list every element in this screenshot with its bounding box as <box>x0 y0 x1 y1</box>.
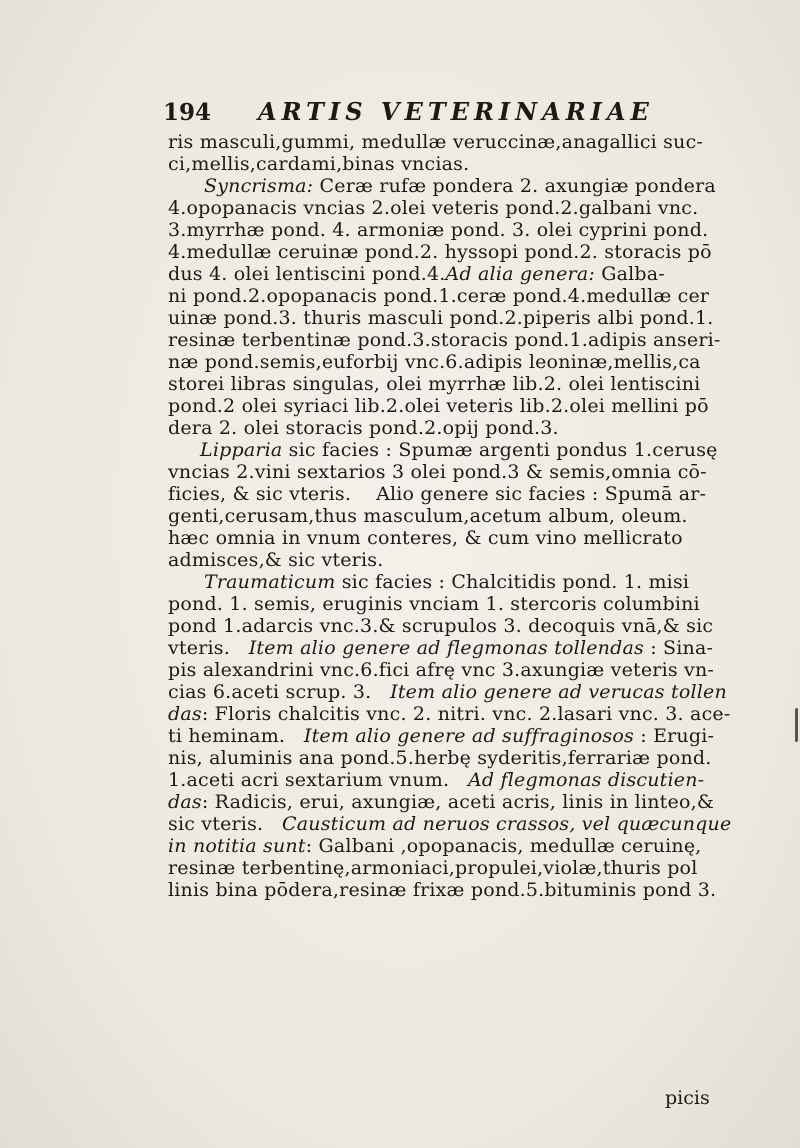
text-line <box>168 791 768 813</box>
line-text: ficies, & sic vteris. Alio genere sic facies : Spumā ar- <box>168 483 707 505</box>
text-line <box>168 329 768 351</box>
text-line <box>168 857 768 879</box>
italic-heading: Item alio genere ad verucas tollen <box>390 681 727 703</box>
line-text: sic facies : Spumæ argenti pondus 1.cerusę <box>282 439 718 461</box>
text-line <box>168 681 768 703</box>
text-line <box>168 725 768 747</box>
text-line <box>168 747 768 769</box>
line-text: pond.2 olei syriaci lib.2.olei veteris lib.2.olei mellini pō <box>168 395 709 417</box>
text-line <box>168 219 768 241</box>
text-line <box>168 769 768 791</box>
line-text: cias 6.aceti scrup. 3. <box>168 681 391 703</box>
text-line <box>168 285 768 307</box>
italic-heading: das <box>168 703 202 725</box>
line-text: 4.medullæ ceruinæ pond.2. hyssopi pond.2. storacis pō <box>168 241 712 263</box>
page-header <box>163 95 663 131</box>
text-line <box>168 373 768 395</box>
italic-heading: in notitia sunt <box>168 835 306 857</box>
line-text: ni pond.2.opopanacis pond.1.ceræ pond.4.medullæ cer <box>168 285 710 307</box>
line-text: nis, aluminis ana pond.5.herbę syderitis,ferrariæ pond. <box>168 747 712 769</box>
running-title: ARTIS VETERINARIAE <box>258 97 654 126</box>
page-edge-mark <box>795 708 798 742</box>
line-text: sic facies : Chalcitidis pond. 1. misi <box>335 571 690 593</box>
line-text: sic vteris. <box>168 813 282 835</box>
italic-heading: Ad flegmonas discutien- <box>467 769 705 791</box>
text-line <box>168 505 768 527</box>
line-text: : Floris chalcitis vnc. 2. nitri. vnc. 2.lasari vnc. 3. ace- <box>201 703 731 725</box>
line-text: uinæ pond.3. thuris masculi pond.2.piperis albi pond.1. <box>168 307 714 329</box>
line-text: vncias 2.vini sextarios 3 olei pond.3 & semis,omnia cō- <box>168 461 707 483</box>
text-line <box>168 549 768 571</box>
line-text: resinæ terbentinæ pond.3.storacis pond.1.adipis anseri- <box>168 329 721 351</box>
line-text: storei libras singulas, olei myrrhæ lib.2. olei lentiscini <box>168 373 701 395</box>
line-text: pond 1.adarcis vnc.3.& scrupulos 3. decoquis vnā,& sic <box>168 615 714 637</box>
italic-heading: das <box>168 791 202 813</box>
text-line <box>168 879 768 901</box>
line-text: 3.myrrhæ pond. 4. armoniæ pond. 3. olei cyprini pond. <box>168 219 709 241</box>
text-line <box>168 241 768 263</box>
text-line <box>168 615 768 637</box>
text-line <box>168 263 768 285</box>
line-text: ci,mellis,cardami,binas vncias. <box>168 153 470 175</box>
line-text: pond. 1. semis, eruginis vnciam 1. stercoris columbini <box>168 593 700 615</box>
line-text: : Erugi- <box>633 725 715 747</box>
line-text: 4.opopanacis vncias 2.olei veteris pond.2.galbani vnc. <box>168 197 699 219</box>
catchword: picis <box>665 1087 710 1109</box>
page-number: 194 <box>163 99 212 126</box>
line-text: linis bina pōdera,resinæ frixæ pond.5.bituminis pond 3. <box>168 879 717 901</box>
line-text: ris masculi,gummi, medullæ veruccinæ,anagallici suc- <box>168 131 704 153</box>
line-text: dera 2. olei storacis pond.2.opij pond.3. <box>168 417 559 439</box>
text-line <box>168 527 768 549</box>
text-line <box>168 461 768 483</box>
line-text: Ceræ rufæ pondera 2. axungiæ pondera <box>313 175 716 197</box>
line-text: : Galbani ,opopanacis, medullæ ceruinę, <box>305 835 702 857</box>
line-text: vteris. <box>168 637 249 659</box>
italic-heading: Lipparia <box>200 439 283 461</box>
text-line <box>168 659 768 681</box>
text-line <box>168 637 768 659</box>
text-line <box>168 351 768 373</box>
text-line <box>168 307 768 329</box>
text-line <box>168 417 768 439</box>
italic-heading: Traumaticum <box>204 571 336 593</box>
italic-heading: Item alio genere ad suffraginosos <box>303 725 634 747</box>
italic-heading: Causticum ad neruos crassos, vel quæcunque <box>282 813 732 835</box>
text-line <box>168 571 768 593</box>
italic-heading: Syncrisma: <box>204 175 314 197</box>
text-line <box>168 835 768 857</box>
line-text: 1.aceti acri sextarium vnum. <box>168 769 468 791</box>
text-line <box>168 197 768 219</box>
italic-heading: Ad alia genera: <box>445 263 595 285</box>
text-line <box>168 593 768 615</box>
line-text: admisces,& sic vteris. <box>168 549 384 571</box>
text-line <box>168 813 768 835</box>
italic-heading: Item alio genere ad flegmonas tollendas <box>248 637 644 659</box>
line-text: genti,cerusam,thus masculum,acetum album, oleum. <box>168 505 688 527</box>
text-line <box>168 131 768 153</box>
line-text: : Sina- <box>643 637 714 659</box>
line-text: : Radicis, erui, axungiæ, aceti acris, linis in linteo,& <box>201 791 714 813</box>
line-text: hæc omnia in vnum conteres, & cum vino mellicrato <box>168 527 683 549</box>
line-text: næ pond.semis,euforbij vnc.6.adipis leoninæ,mellis,ca <box>168 351 701 373</box>
text-line <box>168 153 768 175</box>
text-line <box>168 703 768 725</box>
line-text: pis alexandrini vnc.6.fici afrę vnc 3.axungiæ veteris vn- <box>168 659 715 681</box>
line-text: ti heminam. <box>168 725 304 747</box>
body-text <box>168 131 768 901</box>
line-text: resinæ terbentinę,armoniaci,propulei,violæ,thuris pol <box>168 857 698 879</box>
text-line <box>168 439 768 461</box>
text-line <box>168 395 768 417</box>
line-text: dus 4. olei lentiscini pond.4. <box>168 263 446 285</box>
text-line <box>168 483 768 505</box>
text-line <box>168 175 768 197</box>
line-text: Galba- <box>594 263 665 285</box>
